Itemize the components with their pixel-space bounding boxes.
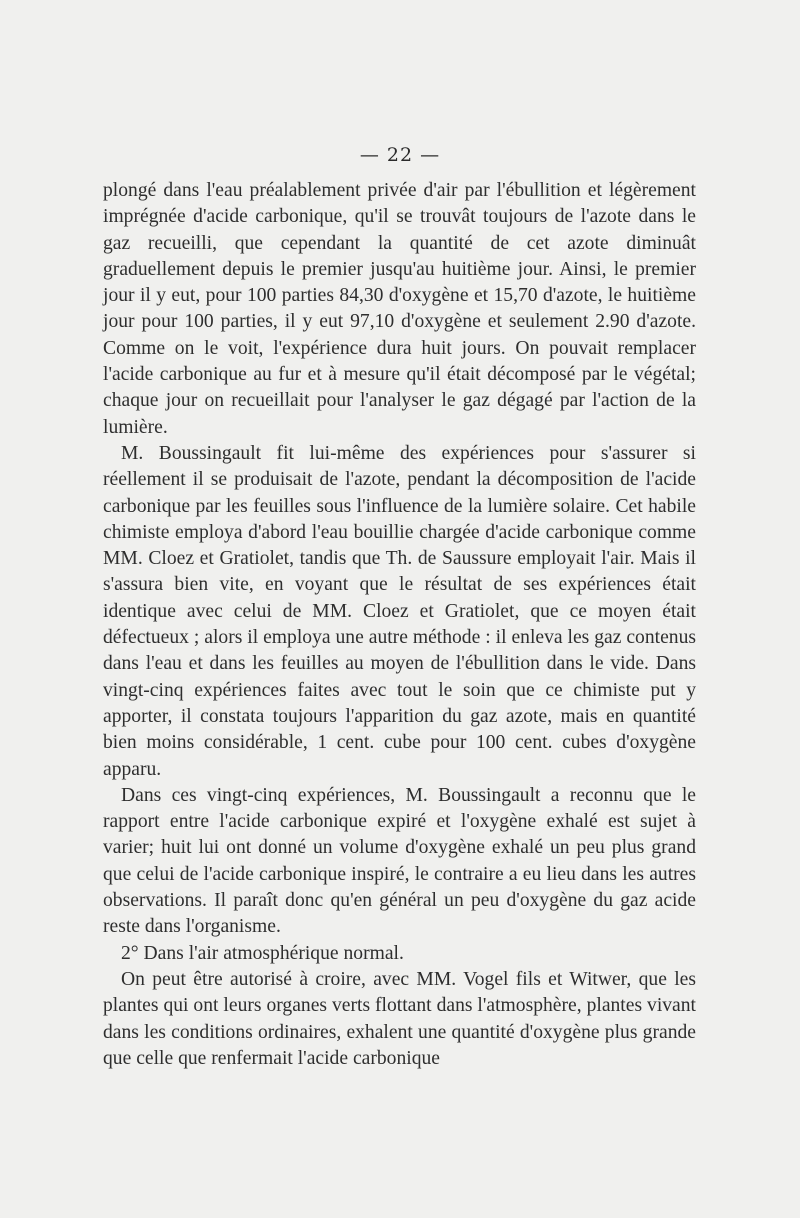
- page-number: — 22 —: [359, 144, 441, 166]
- paragraph-continuation: plongé dans l'eau préalablement privée d'air par l'ébullition et légèrement imprégnée d'acide carbonique, qu'il se trouvât toujours de l'azote dans le gaz recueilli, que cependant la quantité de cet azote diminuât graduellement depuis le premier jusqu'au huitième jour. Ainsi, le premier jour il y eut, pour 100 parties 84,30 d'oxygène et 15,70 d'azote, le huitième jour pour 100 parties, il y eut 97,10 d'oxygène et seulement 2.90 d'azote. Comme on le voit, l'expérience dura huit jours. On pouvait remplacer l'acide carbonique au fur et à mesure qu'il était décomposé par le végétal; chaque jour on recueillait pour l'analyser le gaz dégagé par l'action de la lumière.: [103, 180, 696, 438]
- section-heading-atmospheric-air: 2° Dans l'air atmosphérique normal.: [121, 942, 404, 964]
- paragraph-carbonic-ratio: Dans ces vingt-cinq expériences, M. Boussingault a reconnu que le rapport entre l'acide carbonique expiré et l'oxygène exhalé est sujet à varier; huit lui ont donné un volume d'oxygène exhalé un peu plus grand que celui de l'acide carbonique inspiré, le contraire a eu lieu dans les autres observations. Il paraît donc qu'en général un peu d'oxygène du gaz acide reste dans l'organisme.: [103, 784, 696, 938]
- body-text: [103, 178, 696, 1072]
- paragraph-boussingault-experiments: M. Boussingault fit lui-même des expériences pour s'assurer si réellement il se produisait de l'azote, pendant la décomposition de l'acide carbonique par les feuilles sous l'influence de la lumière solaire. Cet habile chimiste employa d'abord l'eau bouillie chargée d'acide carbonique comme MM. Cloez et Gratiolet, tandis que Th. de Saussure employait l'air. Mais il s'assura bien vite, en voyant que le résultat de ses expériences était identique avec celui de MM. Cloez et Gratiolet, que ce moyen était défectueux ; alors il employa une autre méthode : il enleva les gaz contenus dans l'eau et dans les feuilles au moyen de l'ébullition dans le vide. Dans vingt-cinq expériences faites avec tout le soin que ce chimiste put y apporter, il constata toujours l'apparition du gaz azote, mais en quantité bien moins considérable, 1 cent. cube pour 100 cent. cubes d'oxygène apparu.: [103, 442, 696, 780]
- paragraph-vogel-witwer: On peut être autorisé à croire, avec MM. Vogel fils et Witwer, que les plantes qui ont leurs organes verts flottant dans l'atmosphère, plantes vivant dans les conditions ordinaires, exhalent une quantité d'oxygène plus grande que celle que renfermait l'acide carbonique: [103, 968, 696, 1069]
